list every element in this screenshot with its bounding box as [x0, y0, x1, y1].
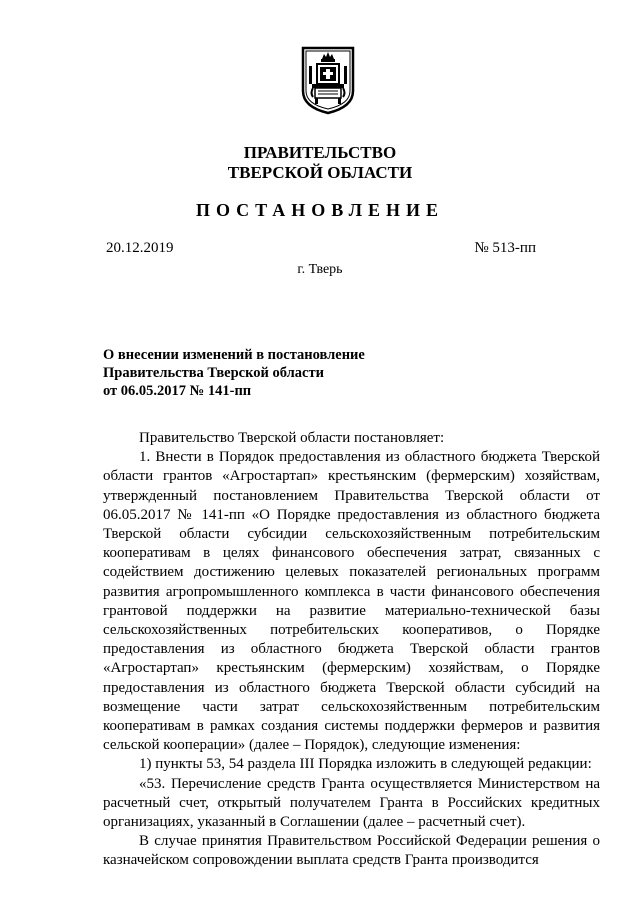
body-paragraph: 1. Внести в Порядок предоставления из областного бюджета Тверской области грантов «Агростартап» крестьянским (фермерским) хозяйствам, утвержденный постановлением Правительства Тверской области от 06.05.2017 № 141-пп «О Порядке предоставления из областного бюджета Тверской области субсидии сельскохозяйственным потребительским кооперативам в целях финансового обеспечения затрат, связанных с содействием достижению целевых показателей региональных программ развития агропромышленного комплекса в части финансового обеспечения грантовой поддержки на развитие материально-технической базы сельскохозяйственных потребительских кооперативов, о Порядке предоставления из областного бюджета Тверской области грантов «Агростартап» крестьянским (фермерским) хозяйствам, о Порядке предоставления из областного бюджета Тверской области субсидий на возмещение части затрат сельскохозяйственным потребительским кооперативам в рамках создания системы поддержки фермеров и развития сельской кооперации» (далее – Порядок), следующие изменения:: [103, 449, 600, 754]
body-paragraph: «53. Перечисление средств Гранта осуществляется Министерством на расчетный счет, открытый получателем Гранта в Российских кредитных организациях, указанный в Соглашении (далее – расчетный счет).: [103, 775, 600, 831]
subject-line: от 06.05.2017 № 141-пп: [103, 383, 252, 399]
document-number: № 513-пп: [474, 240, 536, 256]
document-body: [103, 429, 600, 871]
body-paragraph: 1) пункты 53, 54 раздела III Порядка изложить в следующей редакции:: [139, 756, 592, 773]
coat-of-arms-icon: [300, 45, 356, 115]
body-paragraph: Правительство Тверской области постановляет:: [139, 430, 445, 446]
government-name-line2: ТВЕРСКОЙ ОБЛАСТИ: [227, 163, 413, 182]
document-date: 20.12.2019: [106, 240, 174, 256]
document-city: г. Тверь: [297, 262, 343, 277]
subject-line: О внесении изменений в постановление: [103, 347, 365, 363]
body-paragraph: В случае принятия Правительством Российской Федерации решения о казначейском сопровождении выплата средств Гранта производится: [103, 833, 600, 869]
document-type-title: ПОСТАНОВЛЕНИЕ: [195, 200, 445, 220]
government-name-line1: ПРАВИТЕЛЬСТВО: [243, 143, 397, 162]
subject-line: Правительства Тверской области: [103, 365, 324, 381]
document-subject: [103, 346, 365, 400]
